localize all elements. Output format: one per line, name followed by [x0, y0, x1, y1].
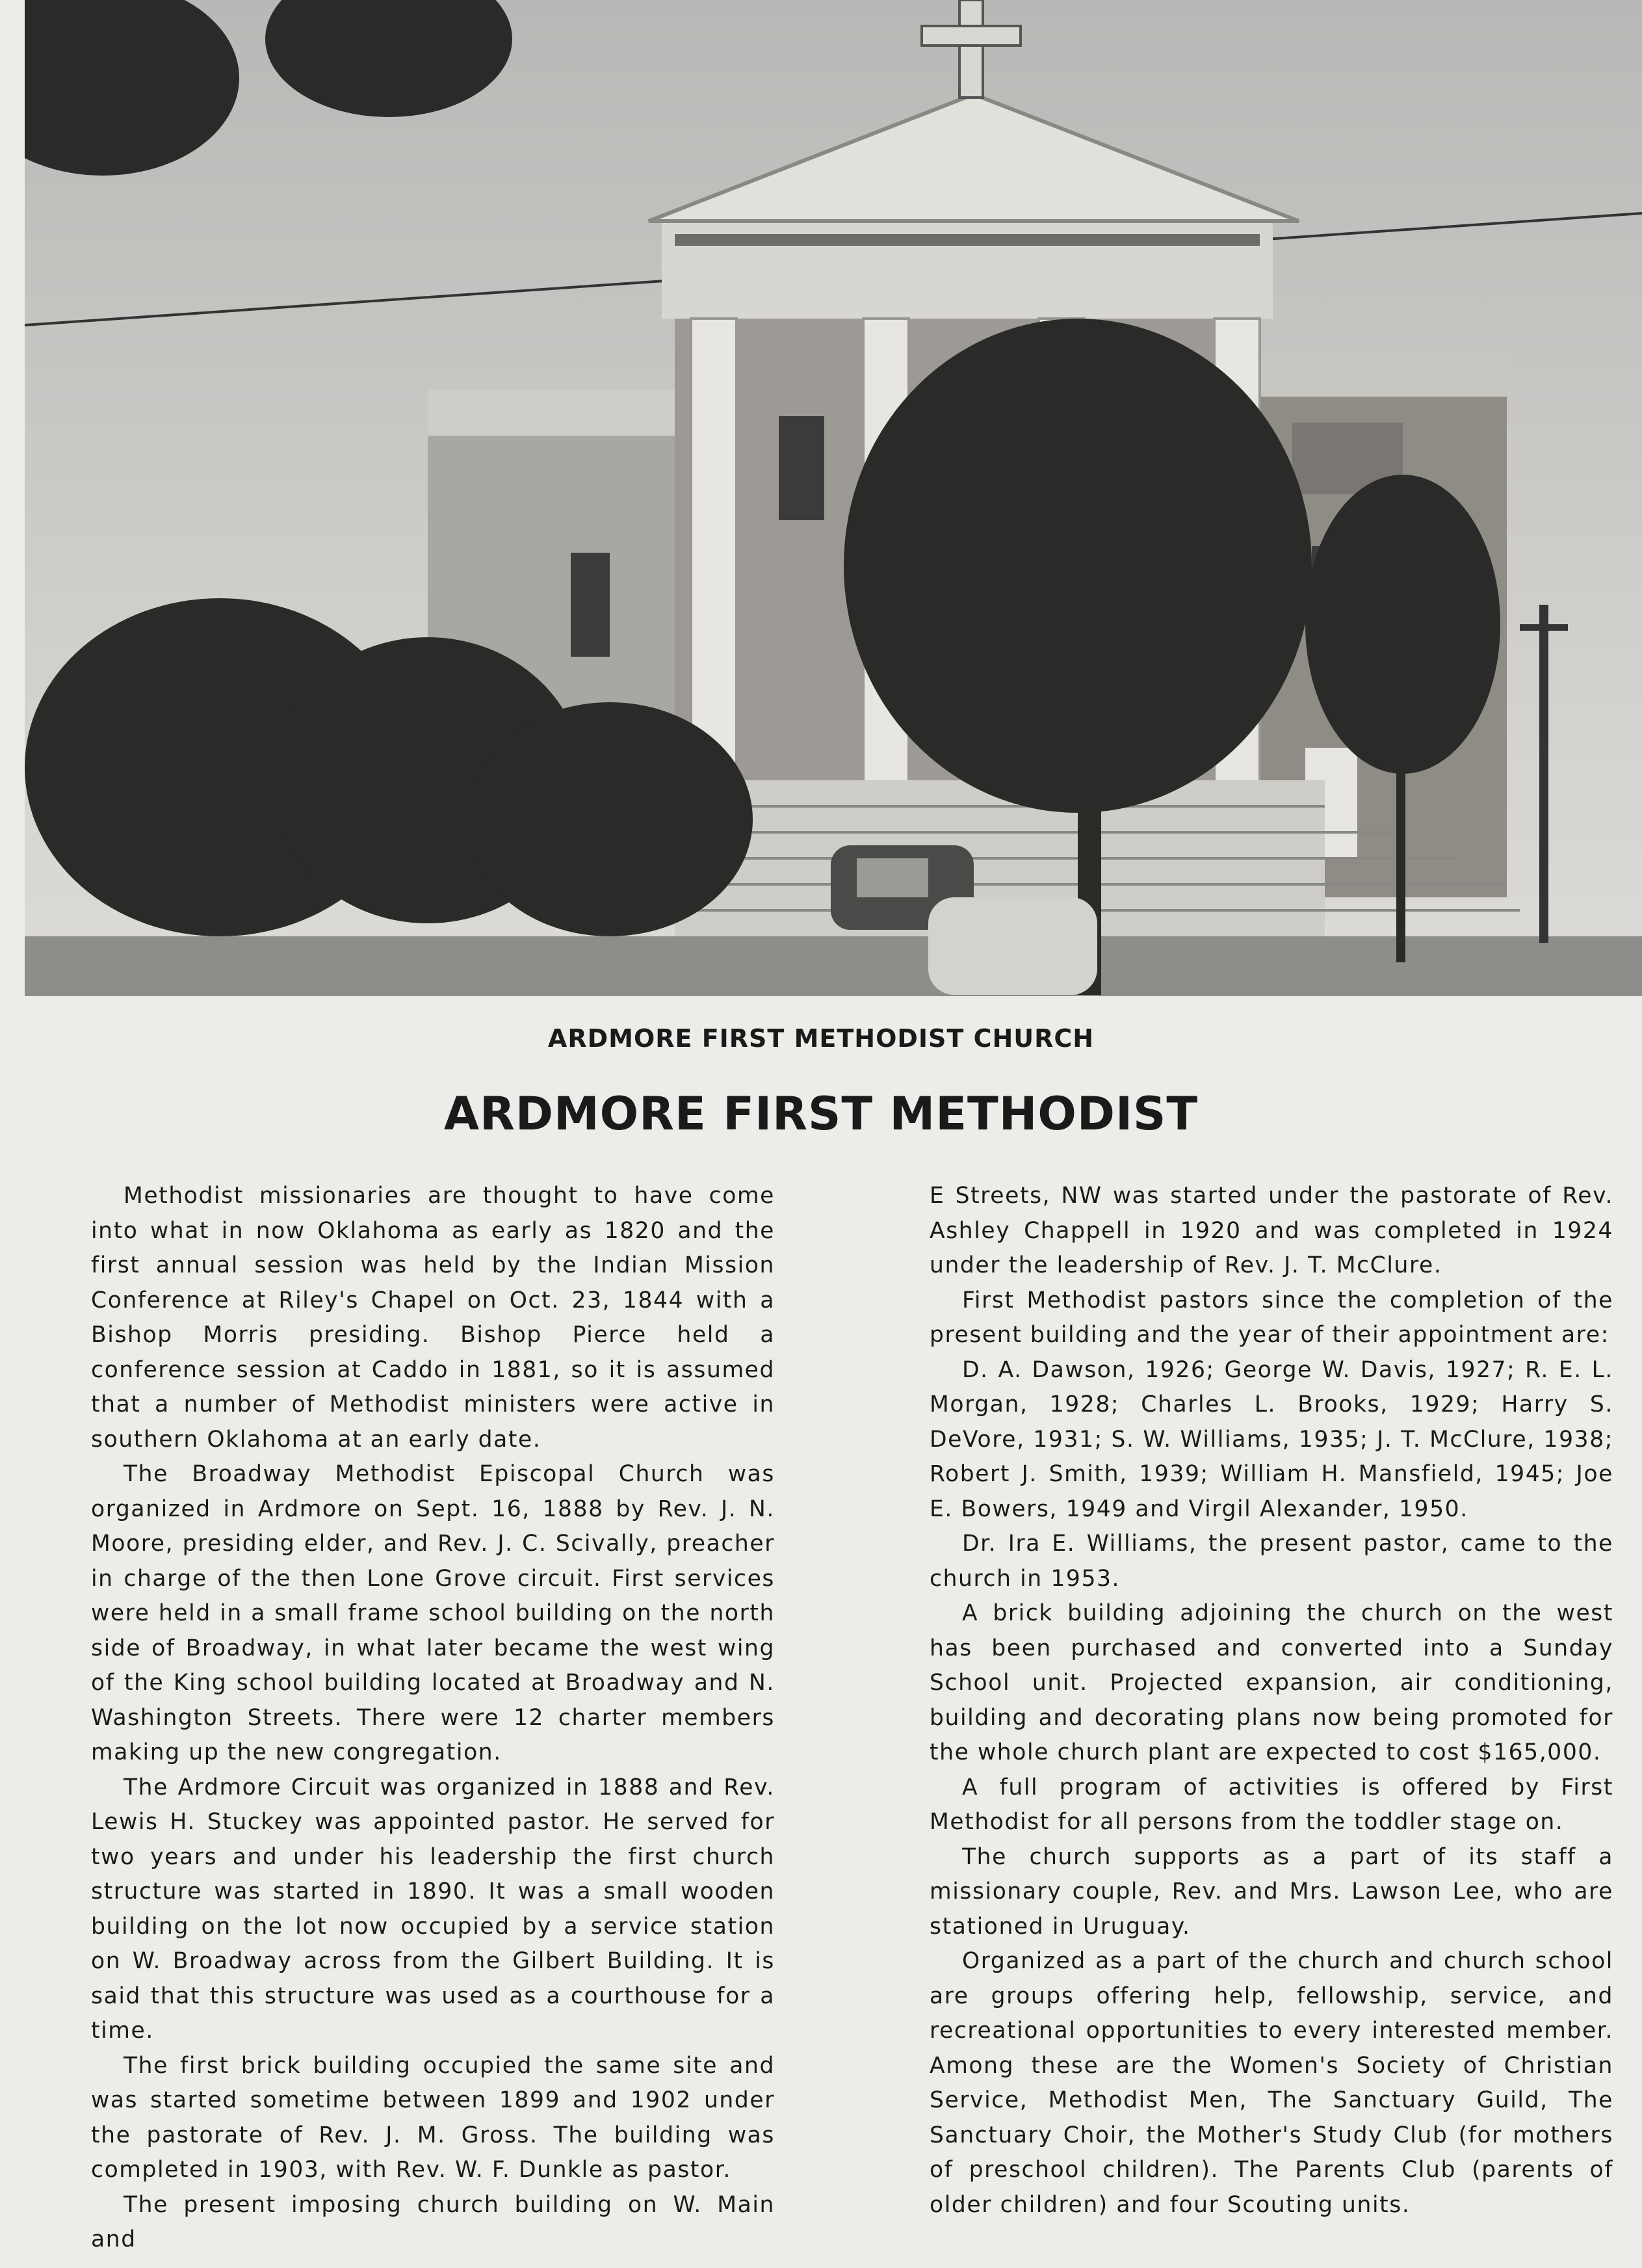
article-title: ARDMORE FIRST METHODIST: [443, 1087, 1199, 1141]
paragraph: The first brick building occupied the same site and was started sometime between 1899 and 1902 under the pastorate of Rev. J. M. Gross. The building was completed in 1903, with Rev. W. F. Dunkle as pastor.: [91, 2052, 775, 2183]
paragraph: The present imposing church building on W. Main and: [91, 2191, 775, 2252]
paragraph: The Ardmore Circuit was organized in 1888 and Rev. Lewis H. Stuckey was appointed pastor. He served for two years and under his leadership the first church structure was started in 1890. It was a small wooden building on the lot now occupied by a service station on W. Broadway across from the Gilbert Building. It is said that this structure was used as a courthouse for a time.: [91, 1774, 775, 2044]
left-window: [571, 553, 610, 657]
right-column: [930, 1179, 1613, 2222]
utility-pole: [1539, 605, 1548, 943]
paragraph: Organized as a part of the church and church school are groups offering help, fellowship, service, and recreational opportunities to every interested member. Among these are the Women's Society of Christian Service, Methodist Men, The Sanctuary Guild, The Sanctuary Choir, the Mother's Study Club (for mothers of preschool children). The Parents Club (parents of older children) and four Scouting units.: [930, 1948, 1613, 2218]
paragraph: E Streets, NW was started under the pastorate of Rev. Ashley Chappell in 1920 and was completed in 1924 under the leadership of Rev. J. T. McClure.: [930, 1183, 1613, 1278]
church-illustration: [25, 0, 1642, 996]
paragraph: A brick building adjoining the church on the west has been purchased and converted into a Sunday School unit. Projected expansion, air conditioning, building and decorating plans now being promoted for the whole church plant are expected to cost $165,000.: [930, 1600, 1613, 1765]
paragraph: Methodist missionaries are thought to have come into what in now Oklahoma as early as 1820 and the first annual session was held by the Indian Mission Conference at Riley's Chapel on Oct. 23, 1844 with a Bishop Morris presiding. Bishop Pierce held a conference session at Caddo in 1881, so it is assumed that a number of Methodist ministers were active in southern Oklahoma at an early date.: [91, 1183, 775, 1453]
entablature: [662, 215, 1273, 319]
paragraph: The Broadway Methodist Episcopal Church was organized in Ardmore on Sept. 16, 1888 by Rev. J. N. Moore, presiding elder, and Rev. J. C. Scivally, preacher in charge of the then Lone Grove circuit. First services were held in a small frame school building on the north side of Broadway, in what later became the west wing of the King school building located at Broadway and N. Washington Streets. There were 12 charter members making up the new congregation.: [91, 1461, 775, 1765]
paragraph: Dr. Ira E. Williams, the present pastor, came to the church in 1953.: [930, 1531, 1613, 1592]
paragraph: A full program of activities is offered by First Methodist for all persons from the toddler stage on.: [930, 1774, 1613, 1835]
church-photo: [25, 0, 1642, 996]
paragraph: The church supports as a part of its staff a missionary couple, Rev. and Mrs. Lawson Lee, who are stationed in Uruguay.: [930, 1843, 1613, 1940]
left-column: [91, 1179, 775, 2258]
paragraph: First Methodist pastors since the completion of the present building and the year of their appointment are:: [930, 1287, 1613, 1348]
photo-caption: ARDMORE FIRST METHODIST CHURCH: [547, 1024, 1095, 1053]
paragraph: D. A. Dawson, 1926; George W. Davis, 1927; R. E. L. Morgan, 1928; Charles L. Brooks, 1929; Harry S. DeVore, 1931; S. W. Williams, 1935; J. T. McClure, 1938; Robert J. Smith, 1939; William H. Mansfield, 1945; Joe E. Bowers, 1949 and Virgil Alexander, 1950.: [930, 1356, 1613, 1522]
